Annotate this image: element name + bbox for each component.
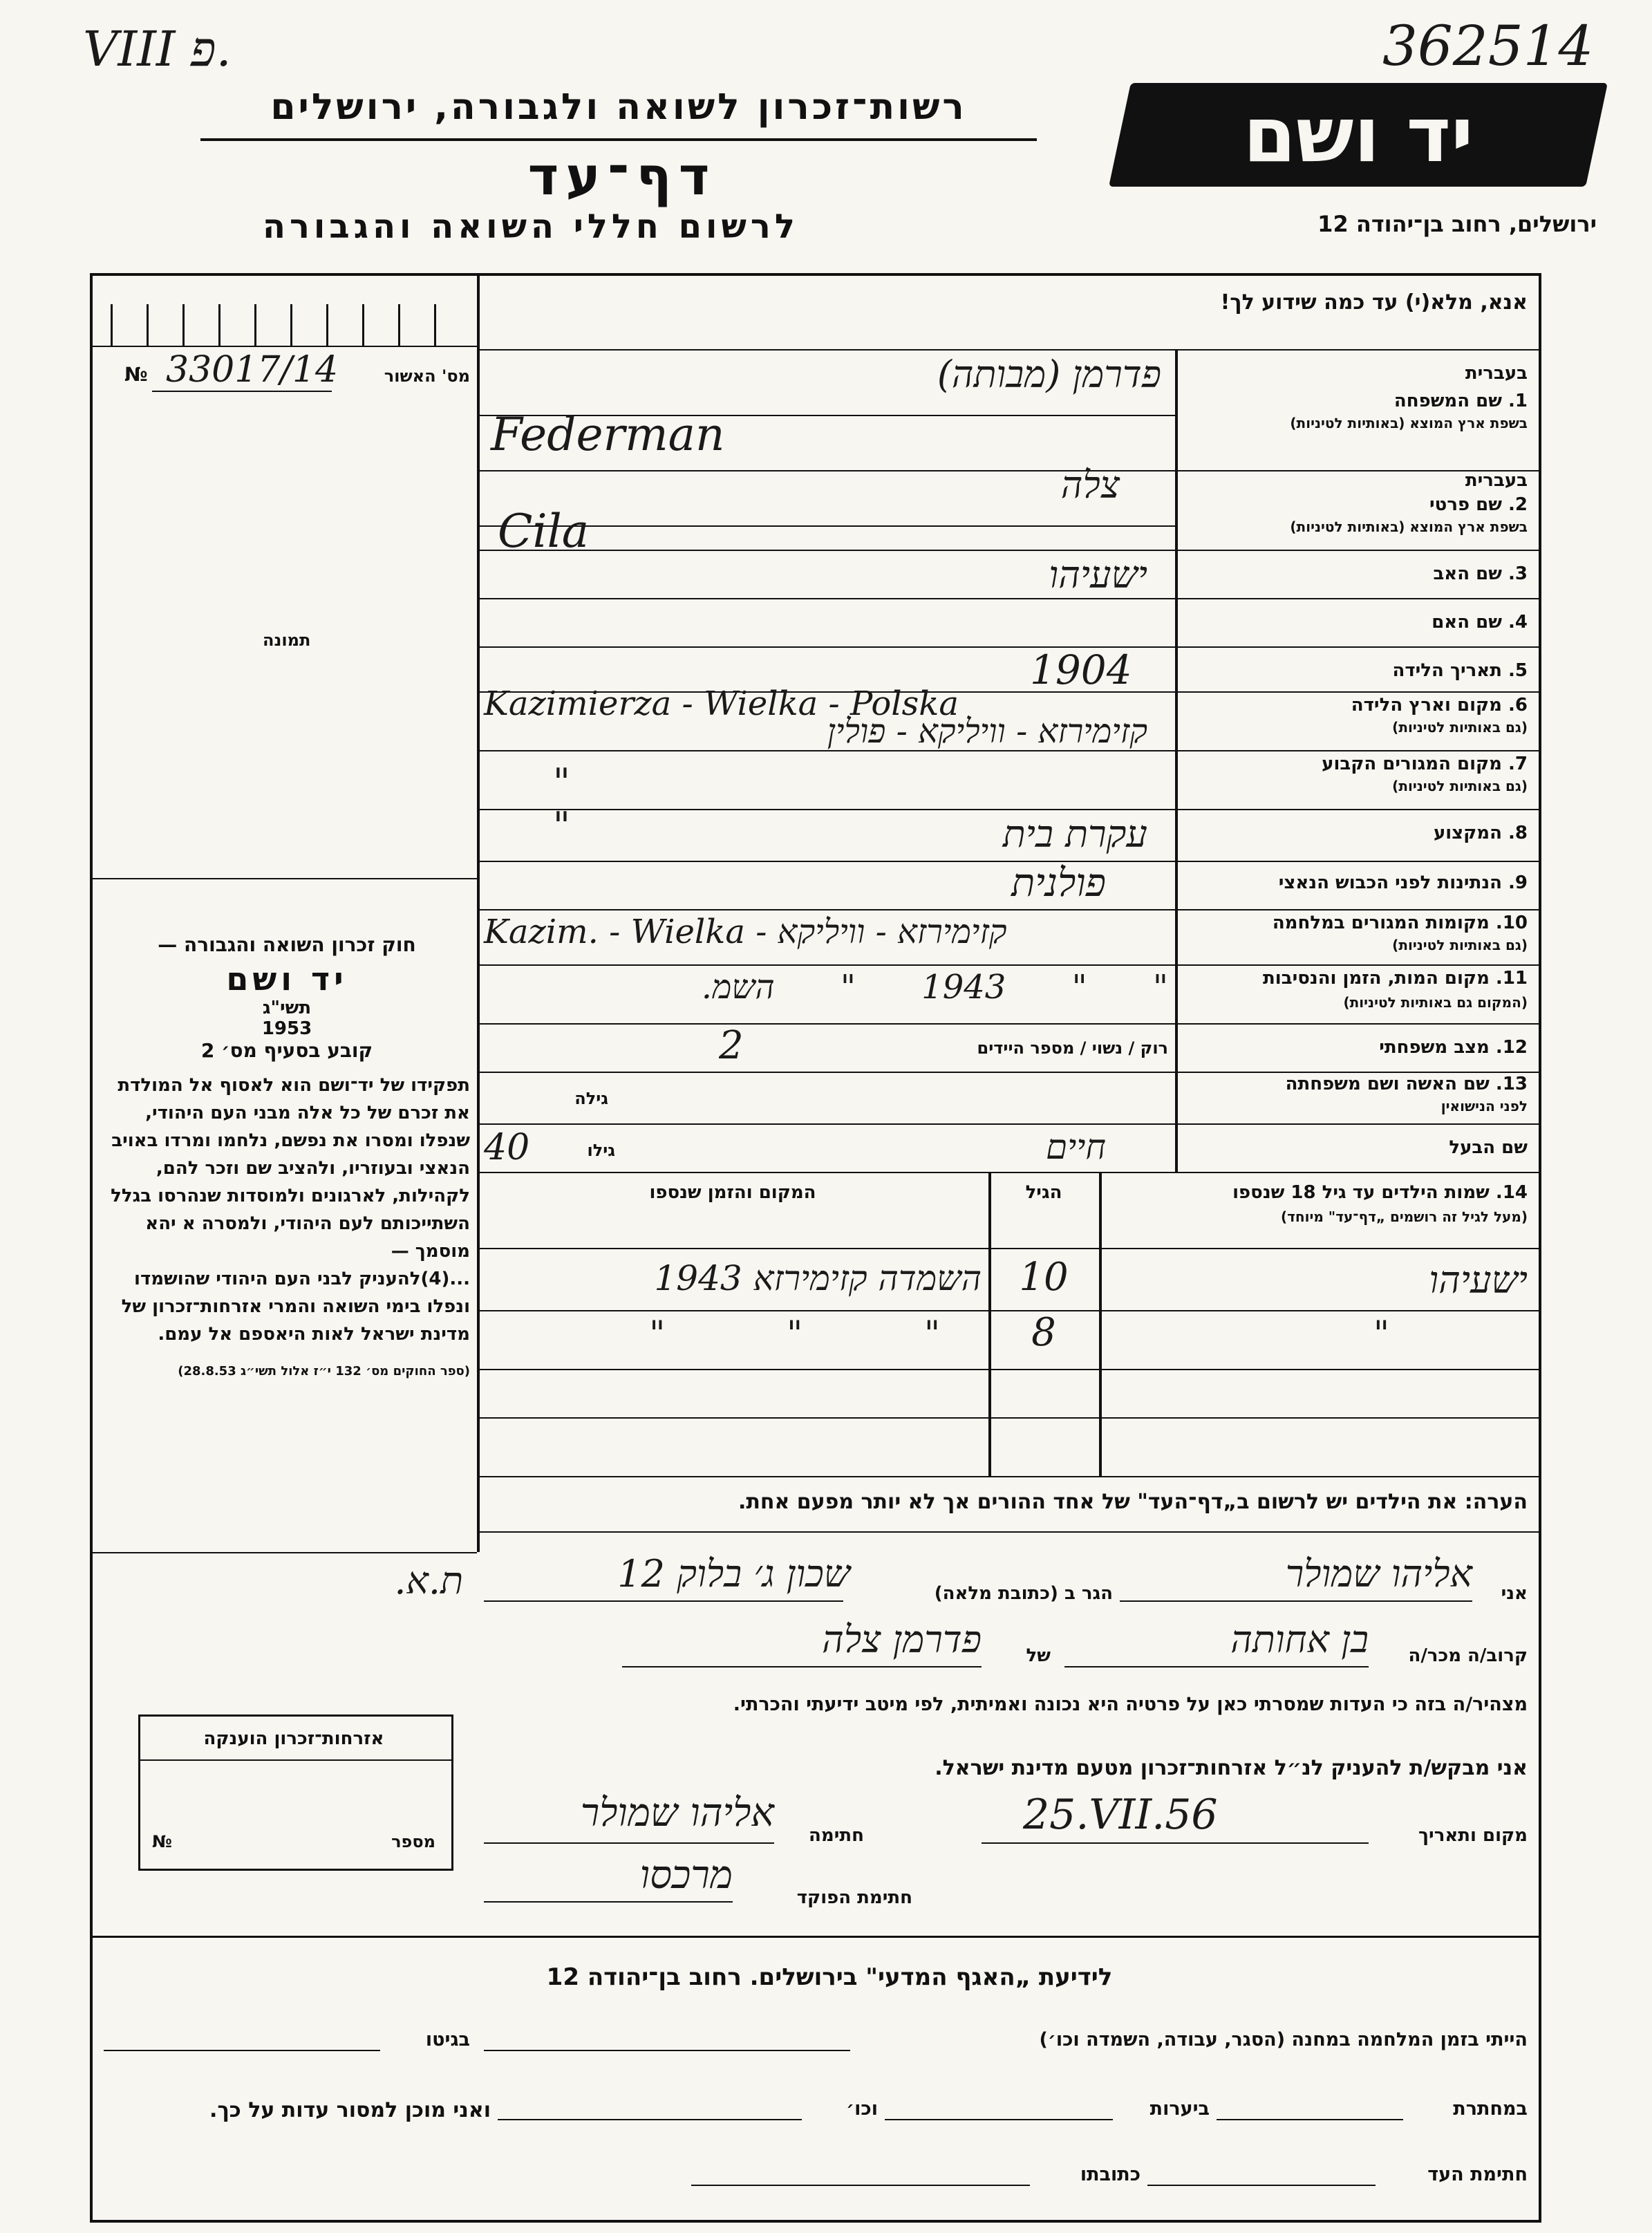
relation-value[interactable]: בן אחותה: [1230, 1618, 1369, 1661]
footer-line2-d: ואני מוכן למסור עדות על כך.: [209, 2098, 491, 2122]
witness-ani: אני: [1501, 1583, 1528, 1604]
approval-no-mark: №: [124, 363, 148, 386]
place-date[interactable]: 25.VII.56: [1023, 1791, 1218, 1839]
f1-value-latin[interactable]: Federman: [491, 408, 725, 461]
address: ירושלים, רחוב בן־יהודה 12: [1317, 211, 1597, 237]
child-2-place[interactable]: " " ": [649, 1314, 940, 1354]
corner-mark: VIII פ.: [83, 21, 232, 77]
request: אני מבקש/ת להעניק לנ״ל אזרחות־זכרון מטעם מדינת ישראל.: [935, 1756, 1528, 1780]
f1-sub: בשפת ארץ המוצא (באותיות לטיניות): [1290, 415, 1528, 431]
law-text2: ...(4)להעניק לבני העם היהודי שהושמדו ונפלו בימי השואה והמרי אזרחות־זכרון של מדינת ישראל לאות היאספם אל עמם.: [121, 1269, 470, 1345]
footer-line2-b: ביערות: [1149, 2098, 1210, 2120]
witness-resident-label: הגר ב (כתובת מלאה): [934, 1583, 1113, 1604]
relation-label: קרוב/ה מכר/ה: [1408, 1645, 1528, 1666]
child-1-place[interactable]: השמדה קזימירזא 1943: [654, 1258, 982, 1298]
f10-value[interactable]: Kazim. - Wielka - קזימירזא - וויליקא: [484, 913, 1007, 951]
col-place-header: המקום והזמן שנספו: [649, 1182, 816, 1203]
col-age-header: הגיל: [1025, 1182, 1062, 1203]
f2-label: 2. שם פרטי: [1429, 494, 1528, 515]
f9-value[interactable]: פולנית: [1011, 861, 1106, 906]
law-text: תפקידו של יד־ושם הוא לאסוף אל המולדת את זכרם של כל אלה מבני העם היהודי, שנפלו ומסרו את נפשם, נלחמו ומרדו באויב הנאצי ובעוזריו, ולהציב שם וזכר להם, לקהילות, לארגונים ולמוסדות שנהרסו בגלל השתייכותם לעם היהודי, ולמסרה א יהא מוסמך —: [111, 1075, 470, 1262]
f2-hebrew-tag: בעברית: [1465, 470, 1528, 491]
footer-line3-b: כתובתו: [1080, 2164, 1141, 2185]
f6-sub: (גם באותיות לטיניות): [1392, 719, 1528, 736]
f11-sub: (המקום גם באותיות לטיניות): [1343, 994, 1528, 1011]
footer-heading: לידיעת „האגף המדעי" בירושלים. רחוב בן־יהודה 12: [546, 1963, 1113, 1991]
logo-text: יד ושם: [1243, 91, 1474, 179]
law-year: 1953: [261, 1018, 312, 1039]
law-name: יד ושם: [226, 960, 348, 998]
of-label: של: [1026, 1645, 1051, 1666]
f7-value[interactable]: " ": [553, 760, 708, 848]
footer-line1-a: הייתי בזמן המלחמה במחנה (הסגר, עבודה, השמדה וכו׳): [1039, 2029, 1528, 2050]
f7-label: 7. מקום המגורים הקבוע: [1322, 754, 1528, 774]
form-subtitle: לרשום חללי השואה והגבורה: [263, 207, 799, 246]
f4-label: 4. שם האם: [1432, 612, 1528, 633]
f9-label: 9. הנתינות לפני הכבוש הנאצי: [1278, 872, 1528, 893]
declaration: מצהיר/ה בזה כי העדות שמסרתי כאן על פרטיה היא נכונה ואמיתית, לפי מיטב ידיעתי והכרתי.: [733, 1694, 1528, 1715]
f3-value[interactable]: ישעיהו: [1049, 553, 1147, 597]
f5-label: 5. תאריך הלידה: [1392, 660, 1528, 681]
signature[interactable]: אליהו שמולר: [580, 1791, 774, 1835]
f5-value[interactable]: 1904: [1030, 646, 1132, 693]
f7-sub: (גם באותיות לטיניות): [1392, 778, 1528, 794]
f13-label: 13. שם האשה ושם משפחתה: [1285, 1074, 1528, 1094]
officer-signature[interactable]: מרכסו: [639, 1853, 733, 1898]
f13-sub: לפני הנישואין: [1440, 1098, 1528, 1114]
citizenship-title: אזרחות־זכרון הוענקה: [203, 1728, 384, 1749]
f12-label: 12. מצב משפחתי: [1379, 1037, 1528, 1058]
f6-value-he[interactable]: קזימירזא - וויליקא - פולין: [827, 712, 1147, 751]
f12-options: רוק / נשוי / מספר היידים: [977, 1038, 1168, 1058]
f13-age-label: גילה: [574, 1089, 608, 1108]
officer-label: חתימת הפוקד: [796, 1887, 912, 1908]
footer-line1-b: בגיטו: [425, 2029, 470, 2050]
husband-label: שם הבעל: [1449, 1137, 1528, 1158]
approval-number: 33017/14: [166, 349, 339, 391]
child-2-age[interactable]: 8: [1031, 1310, 1056, 1355]
f6-value-latin[interactable]: Kazimierza - Wielka - Polska: [484, 684, 959, 723]
witness-city[interactable]: ת.א.: [394, 1559, 463, 1603]
f10-sub: (גם באותיות לטיניות): [1392, 937, 1528, 953]
child-1-name[interactable]: ישעיהו: [1429, 1258, 1528, 1302]
f12-value[interactable]: 2: [719, 1023, 744, 1068]
f8-label: 8. המקצוע: [1433, 823, 1528, 843]
place-date-label: מקום ותאריך: [1418, 1825, 1528, 1846]
signature-label: חתימה: [809, 1825, 864, 1846]
husband-value[interactable]: חיים: [1045, 1127, 1106, 1167]
institution-name: רשות־זכרון לשואה ולגבורה, ירושלים: [270, 86, 967, 128]
f1-label: 1. שם המשפחה: [1393, 391, 1528, 411]
children-sub: (מעל לגיל זה רושמים „דף־עד" מיוחד): [1280, 1208, 1528, 1225]
f1-value-he[interactable]: פדרמן (מבותה): [937, 353, 1161, 396]
witness-name[interactable]: אליהו שמולר: [1285, 1552, 1472, 1596]
footer-line2-c: וכו׳: [846, 2098, 878, 2120]
footer-line2-a: במחתרת: [1453, 2098, 1528, 2120]
f2-value-he[interactable]: צלה: [1060, 463, 1120, 507]
f2-sub: בשפת ארץ המוצא (באותיות לטיניות): [1290, 518, 1528, 535]
law-year-he: תשי"ג: [262, 998, 312, 1018]
photo-label: תמונה: [263, 630, 311, 650]
law-block: [104, 933, 470, 1381]
approval-label: מס' האשור: [384, 366, 470, 386]
instruction: אנא, מלא(י) עד כמה שידוע לך!: [1220, 290, 1528, 315]
law-clause: קובע בסעיף מס׳ 2: [200, 1039, 373, 1062]
husband-age-label: גילו: [587, 1141, 615, 1160]
of-name[interactable]: פדרמן צלה: [822, 1618, 982, 1661]
f2-value-latin[interactable]: Cila: [498, 505, 590, 558]
ruler-ticks: [111, 304, 470, 346]
witness-address[interactable]: שכון ג׳ בלוק 12: [617, 1552, 850, 1596]
footer-line3-a: חתימת העד: [1427, 2164, 1528, 2185]
law-source: (ספר החוקים מס׳ 132 י״ז אלול תשי״ג 28.8.53): [178, 1364, 470, 1379]
f8-value[interactable]: עקרת בית: [1002, 812, 1147, 856]
archive-number: 362514: [1382, 14, 1594, 78]
citizenship-number-label: מספר: [391, 1832, 435, 1851]
form-title: דף־עד: [527, 145, 717, 207]
child-2-name[interactable]: ": [1373, 1314, 1389, 1354]
children-label: 14. שמות הילדים עד גיל 18 שנספו: [1232, 1182, 1528, 1203]
citizenship-no-mark: №: [152, 1832, 172, 1851]
husband-age[interactable]: 40: [484, 1127, 530, 1168]
child-1-age[interactable]: 10: [1019, 1255, 1069, 1300]
f3-label: 3. שם האב: [1433, 563, 1528, 584]
f10-label: 10. מקומות המגורים במלחמה: [1272, 913, 1528, 933]
f1-hebrew-tag: בעברית: [1465, 363, 1528, 384]
law-title: חוק זכרון השואה והגבורה —: [158, 933, 416, 956]
f11-label: 11. מקום המות, הזמן והנסיבות: [1263, 968, 1528, 989]
note: הערה: את הילדים יש לרשום ב„דף־העד" של אחד ההורים אך לא יותר מפעם אחת.: [738, 1490, 1528, 1514]
f11-value[interactable]: " " 1943 " השמ.: [701, 968, 1168, 1007]
f6-label: 6. מקום וארץ הלידה: [1351, 695, 1528, 716]
